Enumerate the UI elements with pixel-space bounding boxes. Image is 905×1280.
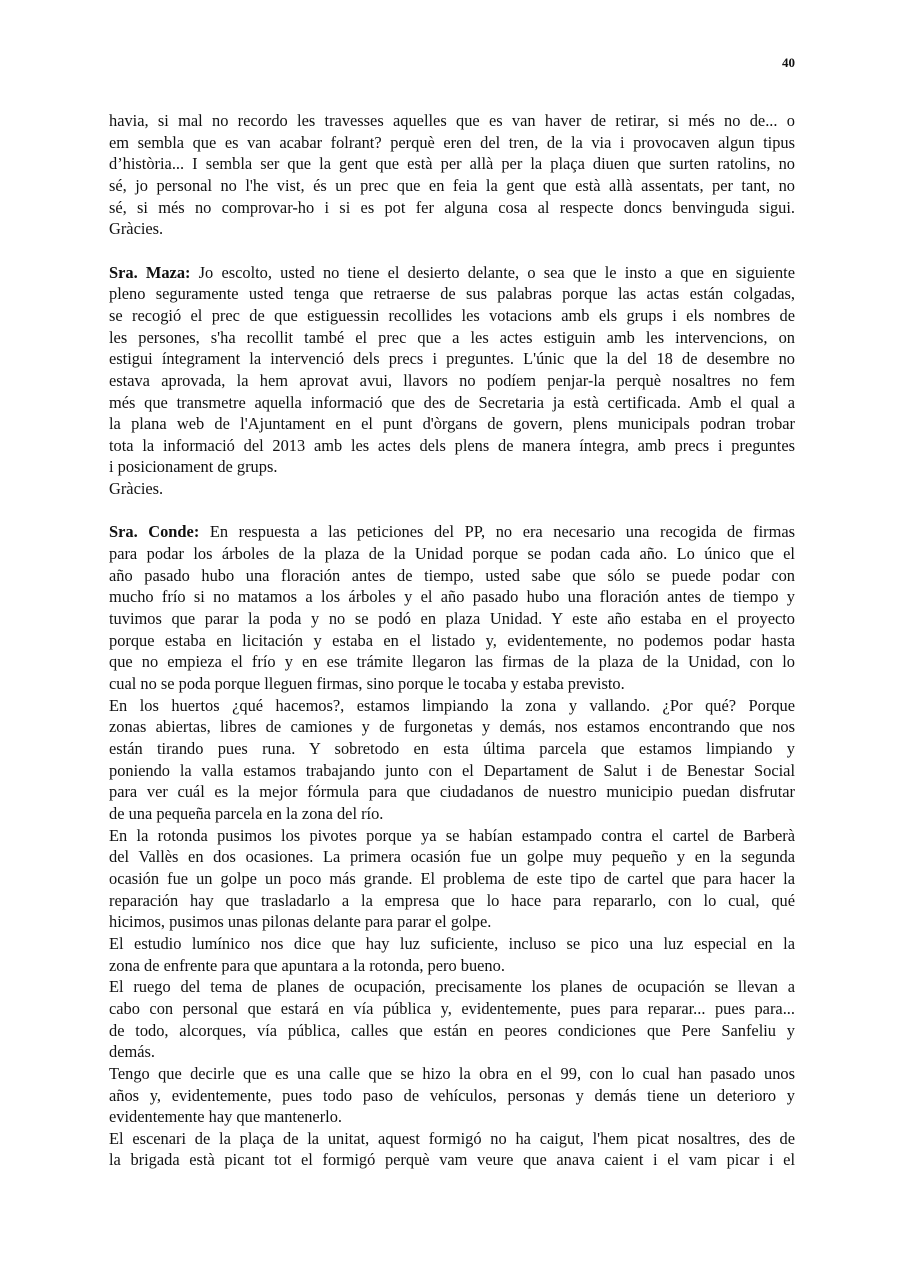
text-line — [109, 673, 795, 695]
line-text: Jo escolto, usted no tiene el desierto delante, o sea que le insto a que en siguiente — [190, 262, 795, 282]
line-text: El estudio lumínico nos dice que hay luz suficiente, incluso se pico una luz especial en la — [109, 933, 795, 953]
text-line — [109, 651, 795, 673]
text-line — [109, 738, 795, 760]
text-line — [109, 370, 795, 392]
text-line — [109, 1085, 795, 1107]
line-text: En los huertos ¿qué hacemos?, estamos limpiando la zona y vallando. ¿Por qué? Porque — [109, 695, 795, 715]
line-text: d’història... I sembla ser que la gent que està per allà per la plaça diuen que surten ratolins, no — [109, 154, 795, 174]
line-text: Gràcies. — [109, 219, 164, 239]
text-line — [109, 825, 795, 847]
text-line — [109, 998, 795, 1020]
text-line — [109, 521, 795, 543]
paragraph-escenari — [109, 1128, 795, 1171]
line-text: porque estaba en licitación y estaba en el listado y, evidentemente, no podemos podar hasta — [109, 630, 795, 650]
line-text: estigui íntegrament la intervenció dels precs i preguntes. L'únic que la del 18 de desembre no — [109, 349, 795, 369]
text-line — [109, 1106, 795, 1128]
text-line — [109, 781, 795, 803]
text-line — [109, 262, 795, 284]
line-text: tota la informació del 2013 amb les actes dels plens de manera íntegra, amb precs i preguntes — [109, 435, 795, 455]
text-line — [109, 413, 795, 435]
blank-line — [109, 500, 795, 522]
page-number: 40 — [782, 55, 795, 70]
text-line — [109, 1149, 795, 1171]
line-text: se recogió el prec de que estiguessin recollides les votacions amb els grups i els nombres de — [109, 305, 795, 325]
text-line — [109, 695, 795, 717]
paragraph-estudio — [109, 933, 795, 976]
text-line — [109, 218, 795, 240]
line-text: més que transmetre aquella informació que des de Secretaria ja està certificada. Amb el qual a — [109, 392, 795, 412]
line-text: estava aprovada, la hem aprovat avui, llavors no podíem penjar-la perquè nosaltres no fem — [109, 370, 795, 390]
text-line — [109, 1063, 795, 1085]
line-text: En respuesta a las peticiones del PP, no era necesario una recogida de firmas — [199, 522, 795, 542]
blank-line — [109, 240, 795, 262]
line-text: ocasión fue un golpe un poco más grande. El problema de este tipo de cartel que para hacer la — [109, 868, 795, 888]
speaker-name: Sra. Maza: — [109, 262, 191, 282]
paragraph-rotonda — [109, 825, 795, 933]
line-text: Gràcies. — [109, 479, 164, 499]
text-line — [109, 197, 795, 219]
line-text: pleno seguramente usted tenga que retraerse de sus palabras porque las actas están colgadas, — [109, 284, 795, 304]
line-text: sé, si més no comprovar-ho i si es pot fer alguna cosa al respecte doncs benvinguda sigui. — [109, 197, 795, 217]
line-text: para ver cuál es la mejor fórmula para que ciudadanos de nuestro municipio puedan disfrutar — [109, 782, 795, 802]
paragraph-intro — [109, 110, 795, 240]
line-text: evidentemente hay que mantenerlo. — [109, 1107, 343, 1127]
line-text: les persones, s'ha recollit també el prec que a les actes estiguin amb les intervencions, on — [109, 327, 795, 347]
line-text: i posicionament de grups. — [109, 457, 278, 477]
speaker-name: Sra. Conde: — [109, 522, 200, 542]
text-line — [109, 630, 795, 652]
text-line — [109, 760, 795, 782]
line-text: la brigada està picant tot el formigó perquè vam veure que anava caient i el vam picar i el — [109, 1150, 795, 1170]
line-text: de una pequeña parcela en la zona del río. — [109, 803, 384, 823]
text-line — [109, 456, 795, 478]
text-line — [109, 846, 795, 868]
text-line — [109, 435, 795, 457]
text-line — [109, 348, 795, 370]
paragraph-maza — [109, 262, 795, 479]
text-line — [109, 955, 795, 977]
text-line — [109, 565, 795, 587]
line-text: em sembla que es van acabar folrant? perquè eren del tren, de la via i provocaven algun tipus — [109, 132, 795, 152]
text-line — [109, 890, 795, 912]
line-text: que no empieza el frío y en ese trámite llegaron las firmas de la plaza de la Unidad, con lo — [109, 652, 795, 672]
line-text: havia, si mal no recordo les travesses aquelles que es van haver de retirar, si més no de... o — [109, 111, 795, 130]
line-text: demás. — [109, 1042, 155, 1062]
line-text: de todo, alcorques, vía pública, calles que están en peores condiciones que Pere Sanfeliu y — [109, 1020, 795, 1040]
text-line — [109, 392, 795, 414]
text-line — [109, 305, 795, 327]
line-text: del Vallès en dos ocasiones. La primera ocasión fue un golpe muy pequeño y en la segunda — [109, 847, 795, 867]
paragraph-maza-thanks — [109, 478, 795, 500]
text-line — [109, 327, 795, 349]
line-text: sé, jo personal no l'he vist, és un prec que en feia la gent que està allà assentats, per tant, no — [109, 175, 795, 195]
line-text: cual no se poda porque lleguen firmas, sino porque le tocaba y estaba previsto. — [109, 674, 625, 694]
line-text: reparación hay que trasladarlo a la empresa que lo hace para repararlo, con lo cual, qué — [109, 890, 795, 910]
document-body — [109, 110, 795, 1171]
paragraph-conde — [109, 521, 795, 694]
text-line — [109, 1020, 795, 1042]
line-text: tuvimos que parar la poda y no se podó en plaza Unidad. Y este año estaba en el proyecto — [109, 609, 795, 629]
line-text: la plana web de l'Ajuntament en el punt d'òrgans de govern, plens municipals podran trobar — [109, 414, 795, 434]
line-text: mucho frío si no matamos a los árboles y el año pasado hubo una floración antes de tiempo y — [109, 587, 795, 607]
text-line — [109, 175, 795, 197]
line-text: hicimos, pusimos unas pilonas delante para parar el golpe. — [109, 912, 492, 932]
text-line — [109, 803, 795, 825]
text-line — [109, 911, 795, 933]
text-line — [109, 868, 795, 890]
text-line — [109, 153, 795, 175]
paragraph-ruego — [109, 976, 795, 1063]
line-text: El escenari de la plaça de la unitat, aquest formigó no ha caigut, l'hem picat nosaltres, des de — [109, 1128, 795, 1148]
line-text: años y, evidentemente, pues todo paso de vehículos, personas y demás tiene un deterioro y — [109, 1085, 795, 1105]
line-text: están tirando pues runa. Y sobretodo en esta última parcela que estamos limpiando y — [109, 739, 795, 758]
text-line — [109, 1128, 795, 1150]
text-line — [109, 1041, 795, 1063]
line-text: En la rotonda pusimos los pivotes porque ya se habían estampado contra el cartel de Barberà — [109, 825, 795, 845]
text-line — [109, 933, 795, 955]
text-line — [109, 586, 795, 608]
text-line — [109, 132, 795, 154]
line-text: año pasado hubo una floración antes de tiempo, usted sabe que sólo se puede podar con — [109, 565, 795, 585]
line-text: zona de enfrente para que apuntara a la rotonda, pero bueno. — [109, 955, 505, 975]
text-line — [109, 543, 795, 565]
text-line — [109, 283, 795, 305]
line-text: para podar los árboles de la plaza de la Unidad porque se podan cada año. Lo único que el — [109, 544, 795, 564]
line-text: El ruego del tema de planes de ocupación, precisamente los planes de ocupación se llevan a — [109, 977, 795, 997]
paragraph-calle — [109, 1063, 795, 1128]
line-text: Tengo que decirle que es una calle que se hizo la obra en el 99, con lo cual han pasado unos — [109, 1063, 795, 1083]
line-text: poniendo la valla estamos trabajando junto con el Departament de Salut i de Benestar Social — [109, 760, 795, 780]
text-line — [109, 716, 795, 738]
text-line — [109, 110, 795, 132]
line-text: zonas abiertas, libres de camiones y de furgonetas y demás, nos estamos encontrando que nos — [109, 717, 795, 737]
text-line — [109, 608, 795, 630]
text-line — [109, 478, 795, 500]
line-text: cabo con personal que estará en vía pública y, evidentemente, pues para reparar... pues para... — [109, 998, 795, 1018]
paragraph-huertos — [109, 695, 795, 825]
text-line — [109, 976, 795, 998]
